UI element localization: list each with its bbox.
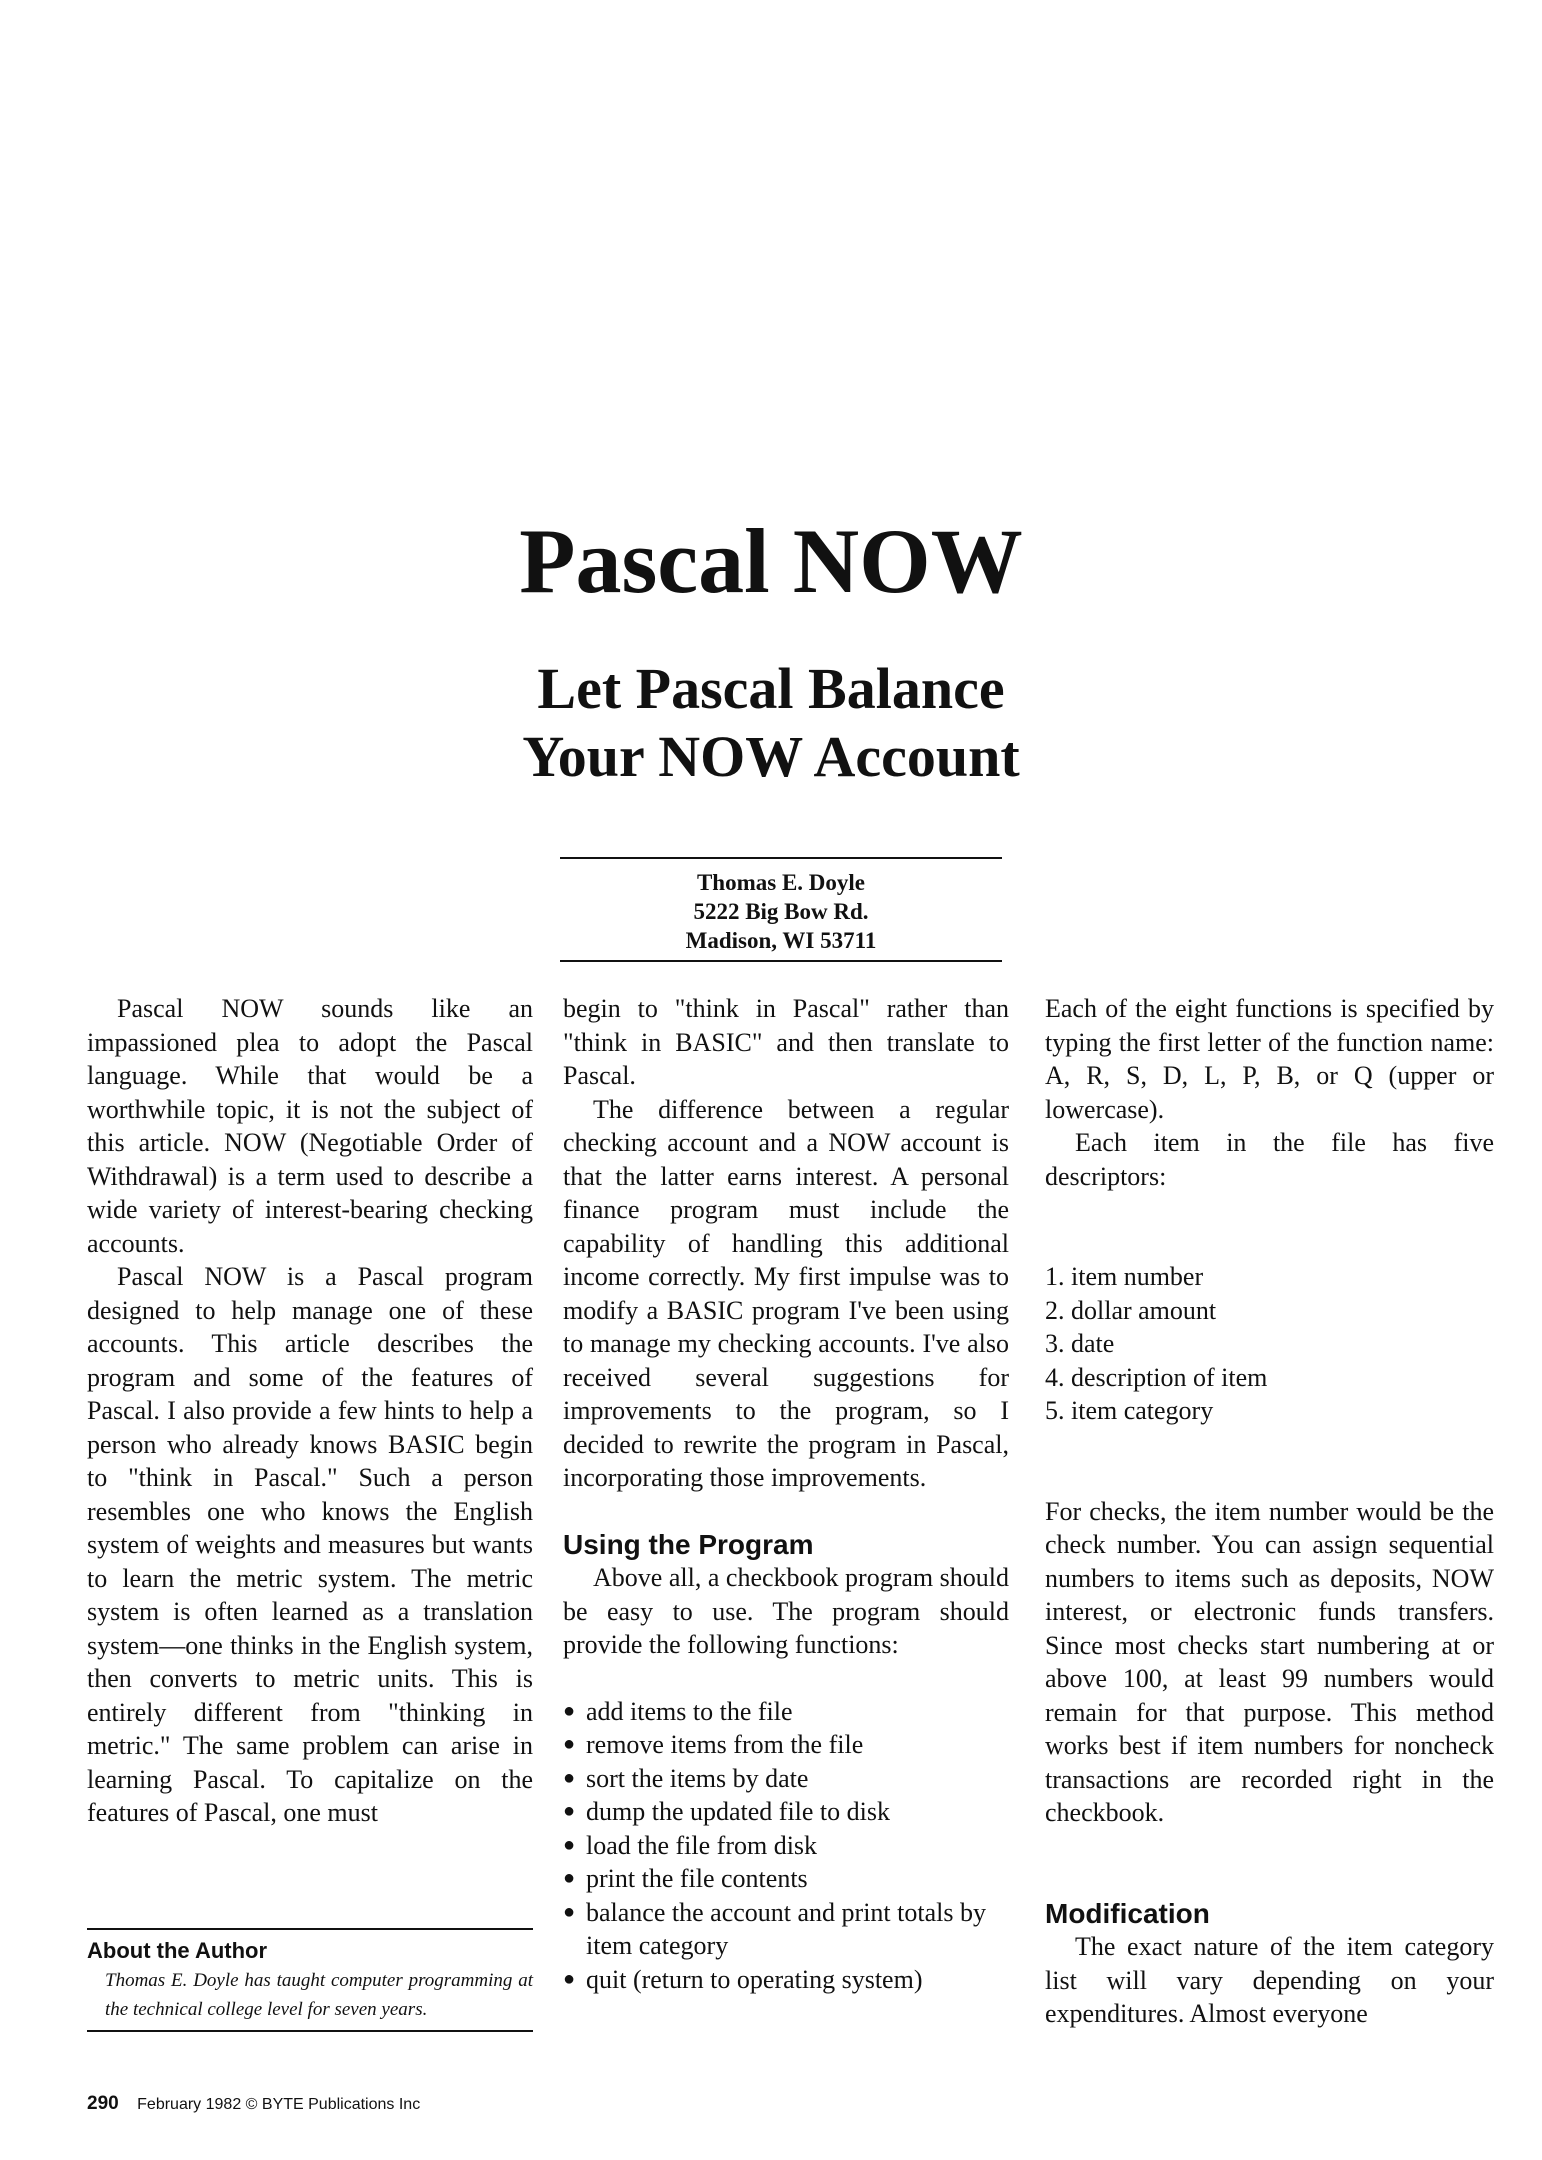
col2-paragraph-3: Above all, a checkbook program should be easy to use. The program should provide the following functions: (563, 1563, 1009, 1659)
function-list (563, 1695, 1009, 1997)
list-item: ● quit (return to operating system) (563, 1963, 1009, 1997)
spacer (563, 1495, 1009, 1528)
col3-paragraph-2: Each item in the file has five descriptors: (1045, 1128, 1494, 1191)
byline-city: Madison, WI 53711 (685, 928, 877, 953)
byline-rule-top (560, 857, 1002, 859)
col1-paragraph-1: Pascal NOW sounds like an impassioned plea to adopt the Pascal language. While that would be a worthwhile topic, it is not the subject of this article. NOW (Negotiable Order of Withdrawal) is a term used to describe a wide variety of interest-bearing checking accounts. (87, 994, 533, 1258)
about-rule-top (87, 1928, 533, 1930)
spacer (1045, 1193, 1494, 1260)
spacer (1045, 1830, 1494, 1897)
byline (560, 868, 1002, 955)
about-rule-bottom (87, 2030, 533, 2032)
section-heading-using-program: Using the Program (563, 1528, 814, 1560)
column-1 (87, 992, 533, 1830)
about-text: Thomas E. Doyle has taught computer programming at the technical college level for seven years. (105, 1970, 533, 2020)
list-item: ● dump the updated file to disk (563, 1795, 1009, 1829)
spacer (1045, 1428, 1494, 1495)
col2-paragraph-1: begin to "think in Pascal" rather than "think in BASIC" and then translate to Pascal. (563, 994, 1009, 1090)
footer-text: February 1982 © BYTE Publications Inc (137, 2096, 421, 2113)
list-item: 3. date (1045, 1329, 1115, 1358)
column-3 (1045, 992, 1494, 2031)
article-title: Pascal NOW (519, 510, 1023, 612)
article-subtitle-line1: Let Pascal Balance (537, 656, 1005, 721)
list-item: ● sort the items by date (563, 1762, 1009, 1796)
col3-paragraph-3: For checks, the item number would be the check number. You can assign sequential numbers to items such as deposits, NOW interest, or electronic funds transfers. Since most checks start numbering at or above 100, at least 99 numbers would remain for that purpose. This method works best if item numbers for noncheck transactions are recorded right in the checkbook. (1045, 1496, 1494, 1827)
list-item: ● remove items from the file (563, 1728, 1009, 1762)
page-footer (87, 2093, 420, 2115)
byline-author: Thomas E. Doyle (696, 870, 866, 895)
col3-paragraph-1: Each of the eight functions is specified by typing the first letter of the function name: A, R, S, D, L, P, B, or Q (upper or lowercase). (1045, 994, 1494, 1124)
byline-address: 5222 Big Bow Rd. (693, 899, 869, 924)
list-item: 2. dollar amount (1045, 1295, 1217, 1325)
spacer (563, 1662, 1009, 1695)
list-item: ● load the file from disk (563, 1829, 1009, 1863)
col1-paragraph-2: Pascal NOW is a Pascal program designed to help manage one of these accounts. This article describes the program and some of the features of Pascal. I also provide a few hints to help a person who already knows BASIC begin to "think in Pascal." Such a person resembles one who knows the English system of weights and measures but wants to learn the metric system. The metric system is often learned as a translation system—one thinks in the English system, then converts to metric units. This is entirely different from "thinking in metric." The same problem can arise in learning Pascal. To capitalize on the features of Pascal, one must (87, 1262, 533, 1827)
list-item: 4. description of item (1045, 1362, 1268, 1392)
about-heading: About the Author (87, 1938, 268, 1963)
byline-rule-bottom (560, 960, 1002, 962)
list-item: 1. item number (1045, 1262, 1204, 1291)
about-author-box (87, 1928, 533, 2032)
descriptor-list (1045, 1260, 1494, 1428)
article-subtitle-line2: Your NOW Account (522, 724, 1020, 789)
column-2 (563, 992, 1009, 1996)
list-item: ● add items to the file (563, 1695, 1009, 1729)
list-item: 5. item category (1045, 1396, 1214, 1425)
list-item: ● print the file contents (563, 1862, 1009, 1896)
list-item: ● balance the account and print totals by item category (563, 1896, 1009, 1963)
col3-paragraph-4: The exact nature of the item category list will vary depending on your expenditures. Almost everyone (1045, 1932, 1494, 2028)
col2-paragraph-2: The difference between a regular checking account and a NOW account is that the latter earns interest. A personal finance program must include the capability of handling this additional income correctly. My first impulse was to modify a BASIC program I've been using to manage my checking accounts. I've also received several suggestions for improvements to the program, so I decided to rewrite the program in Pascal, incorporating those improvements. (563, 1094, 1009, 1492)
page-number: 290 (87, 2093, 119, 2114)
section-heading-modification: Modification (1045, 1897, 1210, 1929)
